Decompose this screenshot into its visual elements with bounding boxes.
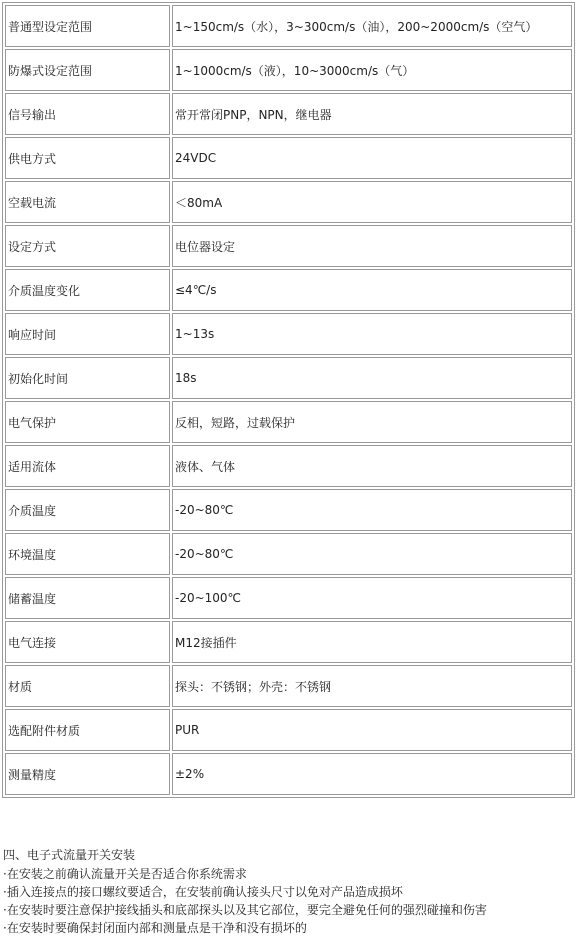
spec-row: [5, 401, 572, 443]
spec-label: 介质温度: [5, 489, 170, 531]
spec-label: 测量精度: [5, 753, 170, 795]
spec-value: PUR: [172, 709, 572, 751]
spec-value: 1~1000cm/s（液），10~3000cm/s（气）: [172, 49, 572, 91]
spec-row: [5, 709, 572, 751]
spec-row: [5, 753, 572, 795]
spec-value: M12接插件: [172, 621, 572, 663]
installation-lines: [3, 865, 575, 937]
spec-value: -20~100℃: [172, 577, 572, 619]
spec-row: [5, 181, 572, 223]
spec-value: ＜80mA: [172, 181, 572, 223]
spec-label: 环境温度: [5, 533, 170, 575]
installation-line: ·在安装之前确认流量开关是否适合你系统需求: [3, 867, 247, 881]
spec-label: 普通型设定范围: [5, 5, 170, 47]
spec-value: 24VDC: [172, 137, 572, 179]
spec-row: [5, 225, 572, 267]
installation-line: ·在安装时要确保封闭面内部和测量点是干净和没有损坏的: [3, 921, 307, 935]
spec-value: ±2%: [172, 753, 572, 795]
spec-row: [5, 577, 572, 619]
spec-row: [5, 313, 572, 355]
spec-value: 探头：不锈钢；外壳：不锈钢: [172, 665, 572, 707]
spec-row: [5, 49, 572, 91]
spec-row: [5, 269, 572, 311]
spec-value: 18s: [172, 357, 572, 399]
spec-label: 电气连接: [5, 621, 170, 663]
spec-table-body: [5, 5, 572, 795]
spec-row: [5, 137, 572, 179]
spec-row: [5, 93, 572, 135]
installation-line: ·在安装时要注意保护接线插头和底部探头以及其它部位，要完全避免任何的强烈碰撞和伤害: [3, 903, 487, 917]
spec-label: 设定方式: [5, 225, 170, 267]
spec-table: [2, 2, 575, 798]
spec-label: 电气保护: [5, 401, 170, 443]
installation-line: ·插入连接点的接口螺纹要适合，在安装前确认接头尺寸以免对产品造成损坏: [3, 885, 403, 899]
spec-value: 常开常闭PNP，NPN，继电器: [172, 93, 572, 135]
spec-value: ≤4℃/s: [172, 269, 572, 311]
spec-row: [5, 621, 572, 663]
spec-label: 介质温度变化: [5, 269, 170, 311]
spec-row: [5, 533, 572, 575]
spec-label: 储蓄温度: [5, 577, 170, 619]
spec-row: [5, 445, 572, 487]
spec-value: 反相，短路，过载保护: [172, 401, 572, 443]
spec-label: 防爆式设定范围: [5, 49, 170, 91]
spec-label: 供电方式: [5, 137, 170, 179]
spec-label: 响应时间: [5, 313, 170, 355]
spec-row: [5, 489, 572, 531]
installation-notes: [3, 846, 575, 937]
spec-row: [5, 357, 572, 399]
spec-value: 液体、气体: [172, 445, 572, 487]
spec-value: 1~150cm/s（水），3~300cm/s（油），200~2000cm/s（空气）: [172, 5, 572, 47]
spec-label: 材质: [5, 665, 170, 707]
spec-value: -20~80℃: [172, 533, 572, 575]
installation-heading: 四、电子式流量开关安装: [3, 848, 136, 862]
spec-value: 电位器设定: [172, 225, 572, 267]
spec-label: 适用流体: [5, 445, 170, 487]
spec-label: 选配附件材质: [5, 709, 170, 751]
spec-value: 1~13s: [172, 313, 572, 355]
spec-row: [5, 5, 572, 47]
spec-label: 初始化时间: [5, 357, 170, 399]
spec-label: 空载电流: [5, 181, 170, 223]
spec-row: [5, 665, 572, 707]
spec-label: 信号输出: [5, 93, 170, 135]
spec-value: -20~80℃: [172, 489, 572, 531]
